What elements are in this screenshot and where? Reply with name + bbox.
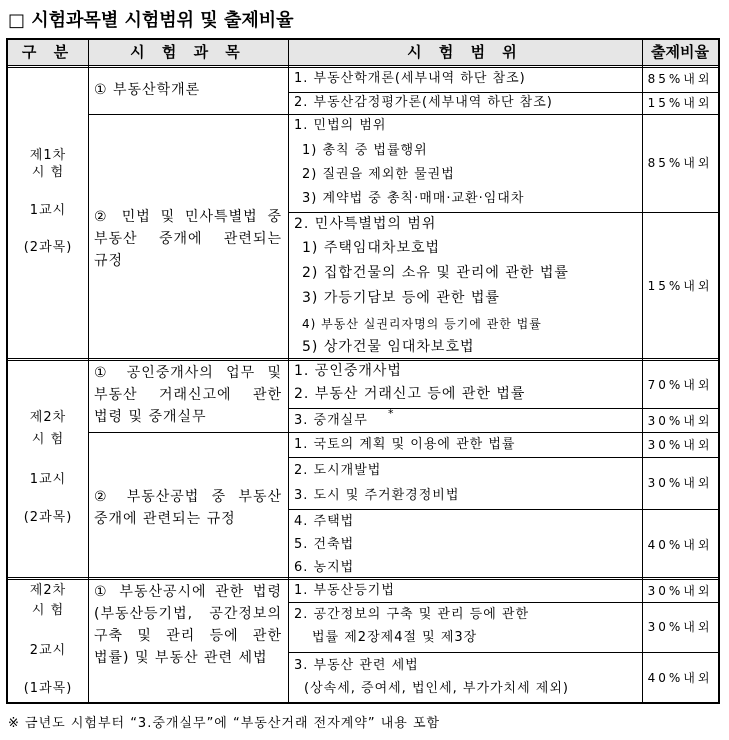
scope-item: 6. 농지법	[294, 560, 355, 575]
ratio-value: 15%내외	[647, 96, 713, 110]
footnote: ※ 금년도 시험부터 “3.중개실무”에 “부동산거래 전자계약” 내용 포함	[8, 716, 441, 731]
scope-item: 1. 부동산등기법	[294, 583, 395, 598]
scope-item: 4) 부동산 실권리자명의 등기에 관한 법률	[302, 317, 542, 331]
ratio-value: 15%내외	[647, 279, 713, 293]
scope-item: 2. 부동산감정평가론(세부내역 하단 참조)	[294, 95, 553, 110]
row-line	[288, 92, 718, 93]
header-scope: 시 험 범 위	[407, 43, 523, 61]
scope-item: 3. 중개실무	[294, 413, 368, 428]
exam2p2-label: 제2차	[29, 583, 67, 598]
ratio-value: 30%내외	[647, 584, 713, 598]
row-line	[88, 432, 718, 433]
exam2p1-label-sub: 시 험	[31, 432, 65, 447]
exam1-label-sub: 시 험	[31, 165, 65, 180]
exam2p2-label-sub: 시 험	[31, 603, 65, 618]
ratio-value: 30%내외	[647, 414, 713, 428]
header-divider	[8, 65, 718, 68]
asterisk-mark: *	[388, 407, 395, 420]
scope-item: 3) 계약법 중 총칙·매매·교환·임대차	[302, 191, 525, 206]
ratio-value: 70%내외	[647, 378, 713, 392]
exam1-label: 제1차	[29, 148, 67, 163]
row-line	[288, 408, 718, 409]
scope-item: 1. 공인중개사법	[294, 363, 402, 379]
scope-item: 2. 도시개발법	[294, 463, 382, 478]
scope-group-title: 1. 민법의 범위	[294, 118, 387, 133]
exam2p2-count: (1과목)	[23, 681, 73, 696]
scope-group-title: 2. 민사특별법의 범위	[294, 216, 437, 232]
scope-item: 3) 가등기담보 등에 관한 법률	[302, 290, 500, 306]
exam1-subject2: ② 민법 및 민사특별법 중 부동산 중개에 관련되는 규정	[94, 209, 282, 269]
scope-item: 2. 공간정보의 구축 및 관리 등에 관한	[294, 607, 530, 622]
exam1-subject1: ① 부동산학개론	[94, 82, 201, 98]
ratio-value: 40%내외	[647, 671, 713, 685]
row-line	[288, 457, 718, 458]
scope-item: 2) 질권을 제외한 물권법	[302, 167, 455, 182]
ratio-value: 30%내외	[647, 620, 713, 634]
scope-item: 3. 부동산 관련 세법	[294, 658, 419, 673]
exam2p1-count: (2과목)	[23, 510, 73, 525]
col-line	[288, 40, 289, 702]
page-title: □ 시험과목별 시험범위 및 출제비율	[8, 10, 294, 31]
exam2p1-subject2: ② 부동산공법 중 부동산 중개에 관련되는 규정	[94, 489, 282, 527]
header-ratio: 출제비율	[651, 43, 709, 61]
exam1-period: 1교시	[29, 203, 67, 218]
row-line	[288, 652, 718, 653]
scope-item: 1) 주택임대차보호법	[302, 240, 441, 256]
scope-item: 2. 부동산 거래신고 등에 관한 법률	[294, 386, 526, 402]
row-line	[288, 212, 718, 213]
ratio-value: 40%내외	[647, 538, 713, 552]
exam2p1-subject1: ① 공인중개사의 업무 및 부동산 거래신고에 관한 법령 및 중개실무	[94, 365, 282, 425]
section-divider	[8, 358, 718, 361]
exam-table	[6, 38, 720, 704]
scope-item: (상속세, 증여세, 법인세, 부가가치세 제외)	[304, 681, 569, 696]
exam2p2-period: 2교시	[29, 643, 67, 658]
exam2p2-subject1: ① 부동산공시에 관한 법령(부동산등기법, 공간정보의 구축 및 관리 등에 관한 법률) 및 부동산 관련 세법	[94, 584, 282, 666]
section-divider	[8, 577, 718, 580]
exam2p1-label: 제2차	[29, 410, 67, 425]
row-line	[288, 509, 718, 510]
scope-item: 2) 집합건물의 소유 및 관리에 관한 법률	[302, 265, 569, 281]
scope-item: 1. 부동산학개론(세부내역 하단 참조)	[294, 71, 526, 86]
col-line	[88, 40, 89, 702]
exam2p1-period: 1교시	[29, 472, 67, 487]
header-subjects: 시 험 과 목	[130, 43, 246, 61]
row-line	[88, 114, 718, 115]
scope-item: 3. 도시 및 주거환경정비법	[294, 488, 460, 503]
ratio-value: 30%내외	[647, 438, 713, 452]
col-line	[642, 40, 643, 702]
row-line	[288, 602, 718, 603]
scope-item: 법률 제2장제4절 및 제3장	[312, 630, 478, 645]
header-division: 구 분	[21, 43, 75, 61]
scope-item: 1. 국토의 계획 및 이용에 관한 법률	[294, 437, 516, 452]
ratio-value: 85%내외	[647, 156, 713, 170]
scope-item: 5. 건축법	[294, 537, 355, 552]
scope-item: 4. 주택법	[294, 514, 355, 529]
scope-item: 5) 상가건물 임대차보호법	[302, 339, 475, 355]
ratio-value: 30%내외	[647, 476, 713, 490]
scope-item: 1) 총칙 중 법률행위	[302, 143, 428, 158]
exam1-count: (2과목)	[23, 240, 73, 255]
ratio-value: 85%내외	[647, 72, 713, 86]
